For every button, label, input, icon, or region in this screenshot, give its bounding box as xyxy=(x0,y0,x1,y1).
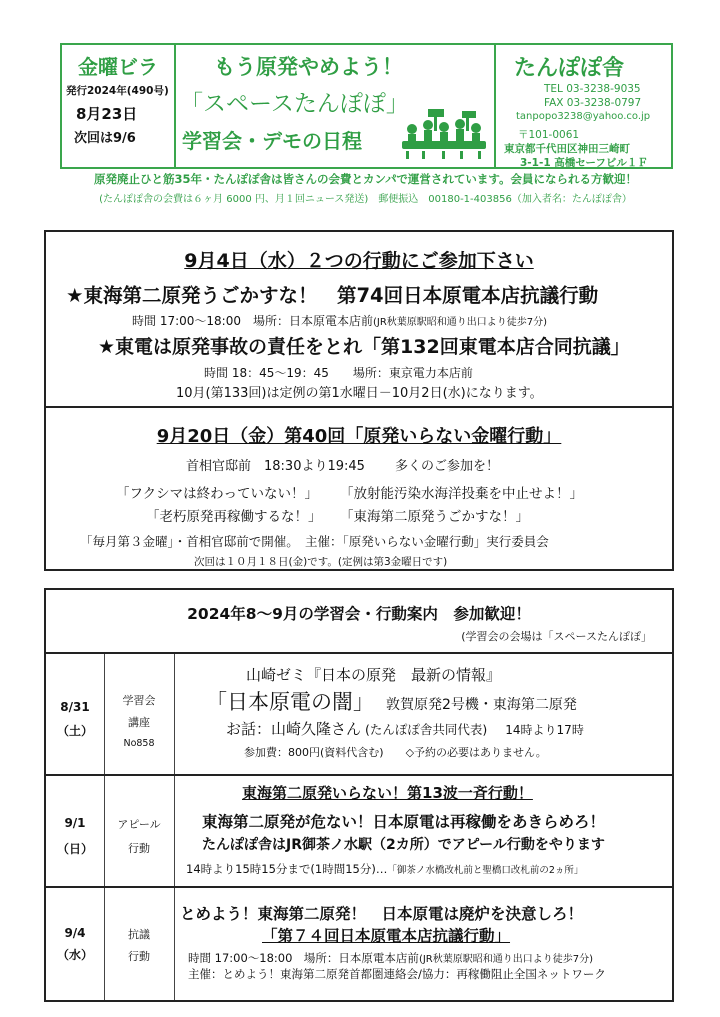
schedule-table xyxy=(44,588,674,1002)
event2-note: 10月(第133回)は定例の第1水曜日－10月2日(水)になります。 xyxy=(176,386,543,401)
row-day: （水） xyxy=(56,948,93,962)
slogan: もう原発やめよう！ xyxy=(214,55,403,79)
org-zip: 〒101-0061 xyxy=(518,129,580,141)
demonstration-illustration-icon xyxy=(398,107,490,163)
row-date: 9/4 xyxy=(64,926,86,940)
space-name: 「スペースたんぽぽ」 xyxy=(180,91,409,117)
action-title: 東海第二原発いらない！第13波一斉行動！ xyxy=(242,784,533,802)
row-day: （土） xyxy=(56,724,93,738)
header-right-panel xyxy=(494,43,673,169)
friday-next: 次回は１０月１８日(金)です。(定例は第3金曜日です) xyxy=(194,556,448,568)
protest-access: (JR秋葉原駅昭和通り出口より徒歩7分) xyxy=(418,954,593,965)
org-fax: FAX 03-3238-0797 xyxy=(544,97,642,109)
slogan-4: 「東海第二原発うごかすな！」 xyxy=(340,509,529,525)
action-places: 「御茶ノ水橋改札前と聖橋口改札前の2ヵ所」 xyxy=(387,865,584,876)
seminar-title: 山崎ゼミ『日本の原発 最新の情報』 xyxy=(246,666,502,684)
event2-detail: 時間 18：45～19：45 場所：東京電力本店前 xyxy=(204,366,473,380)
lecture-subject: 敦賀原発2号機・東海第二原発 xyxy=(386,697,577,713)
schedule-title: 2024年8～9月の学習会・行動案内 参加歓迎！ xyxy=(187,605,531,623)
row-type-2: 講座 xyxy=(128,716,150,729)
flyer-title: 金曜ビラ xyxy=(78,55,158,79)
protest-slogan: とめよう！東海第二原発！ 日本原電は廃炉を決意しろ！ xyxy=(180,905,584,923)
friday-organizer: 「毎月第３金曜」・首相官邸前で開催。 主催：「原発いらない金曜行動」実行委員会 xyxy=(80,534,549,549)
row-type-2: 行動 xyxy=(128,950,150,963)
action-slogan: 東海第二原発が危ない！日本原電は再稼働をあきらめろ！ xyxy=(202,813,606,831)
protest-title: 「第７４回日本原電本店抗議行動」 xyxy=(262,927,511,945)
speaker-role: (たんぽぽ舎共同代表) xyxy=(365,722,488,737)
lecture-title: 「日本原電の闇」 xyxy=(206,690,374,714)
org-tel: TEL 03-3238-9035 xyxy=(544,83,641,95)
row-type: 抗議 xyxy=(128,928,150,941)
header-middle-panel xyxy=(174,43,494,169)
events-box xyxy=(44,230,674,571)
box1-heading: 9月4日（水）２つの行動にご参加下さい xyxy=(184,250,534,272)
org-email[interactable]: tanpopo3238@yahoo.co.jp xyxy=(516,111,651,122)
schedule-venue-note: (学習会の会場は「スペースたんぽぽ」 xyxy=(461,630,652,643)
schedule-subtitle: 学習会・デモの日程 xyxy=(182,129,362,153)
issue-number: 発行2024年(490号) xyxy=(66,85,169,97)
row-type-2: 行動 xyxy=(128,842,150,855)
row-date: 8/31 xyxy=(60,700,90,714)
notice-membership: 原発廃止ひと筋35年・たんぽぽ舎は皆さんの会費とカンパで運営されています。会員になられる方歓迎！ xyxy=(93,172,638,186)
row-type: 学習会 xyxy=(122,694,156,707)
org-name: たんぽぽ舎 xyxy=(514,56,625,81)
fee: 参加費：800円(資料代含む) xyxy=(244,746,384,759)
protest-organizer: 主催：とめよう！東海第二原発首都圏連絡会/協力：再稼働阻止全国ネットワーク xyxy=(188,967,606,981)
reservation-note: ◇予約の必要はありません。 xyxy=(405,746,547,759)
issue-date: 8月23日 xyxy=(76,105,138,123)
divider xyxy=(46,406,672,408)
event1-detail: 時間 17:00～18:00 場所：日本原電本店前 xyxy=(132,314,373,328)
slogan-1: 「フクシマは終わっていない！」 xyxy=(116,486,318,502)
next-issue: 次回は9/6 xyxy=(74,131,136,146)
event1-title: ★東海第二原発うごかすな！ 第74回日本原電本店抗議行動 xyxy=(66,284,599,307)
box2-heading: 9月20日（金）第40回「原発いらない金曜行動」 xyxy=(156,426,562,447)
notice-payment: (たんぽぽ舎の会費は６ヶ月 6000 円、月１回ニュース発送) 郵便振込 00180-1-403856（加入者名：たんぽぽ舎） xyxy=(99,194,632,205)
table-row xyxy=(46,652,672,776)
row-type: アピール xyxy=(117,818,161,831)
org-address-2: 3-1-1 高橋セーフビル１Ｆ xyxy=(520,157,648,169)
action-location: たんぽぽ舎はJR御茶ノ水駅（2カ所）でアピール行動をやります xyxy=(202,837,605,853)
header-left-panel xyxy=(60,43,176,169)
event1-access: (JR秋葉原駅昭和通り出口より徒歩7分) xyxy=(372,317,548,328)
action-time: 14時より15時15分まで(1時間15分)… xyxy=(186,862,388,876)
table-row xyxy=(46,886,672,1000)
row-date: 9/1 xyxy=(64,816,86,830)
slogan-2: 「放射能汚染水海洋投棄を中止せよ！」 xyxy=(340,486,583,502)
org-address-1: 東京都千代田区神田三崎町 xyxy=(504,143,630,155)
protest-detail: 時間 17:00～18:00 場所：日本原電本店前 xyxy=(188,951,419,965)
lecture-number: No858 xyxy=(123,738,155,749)
event2-title: ★東電は原発事故の責任をとれ「第132回東電本店合同抗議」 xyxy=(98,336,630,358)
slogan-3: 「老朽原発再稼働するな！」 xyxy=(146,509,322,525)
table-row xyxy=(46,774,672,888)
friday-action-info: 首相官邸前 18:30より19:45 多くのご参加を！ xyxy=(186,459,500,474)
speaker: お話：山崎久隆さん xyxy=(226,720,362,738)
row-day: （日） xyxy=(56,842,93,856)
lecture-time: 14時より17時 xyxy=(505,723,584,737)
